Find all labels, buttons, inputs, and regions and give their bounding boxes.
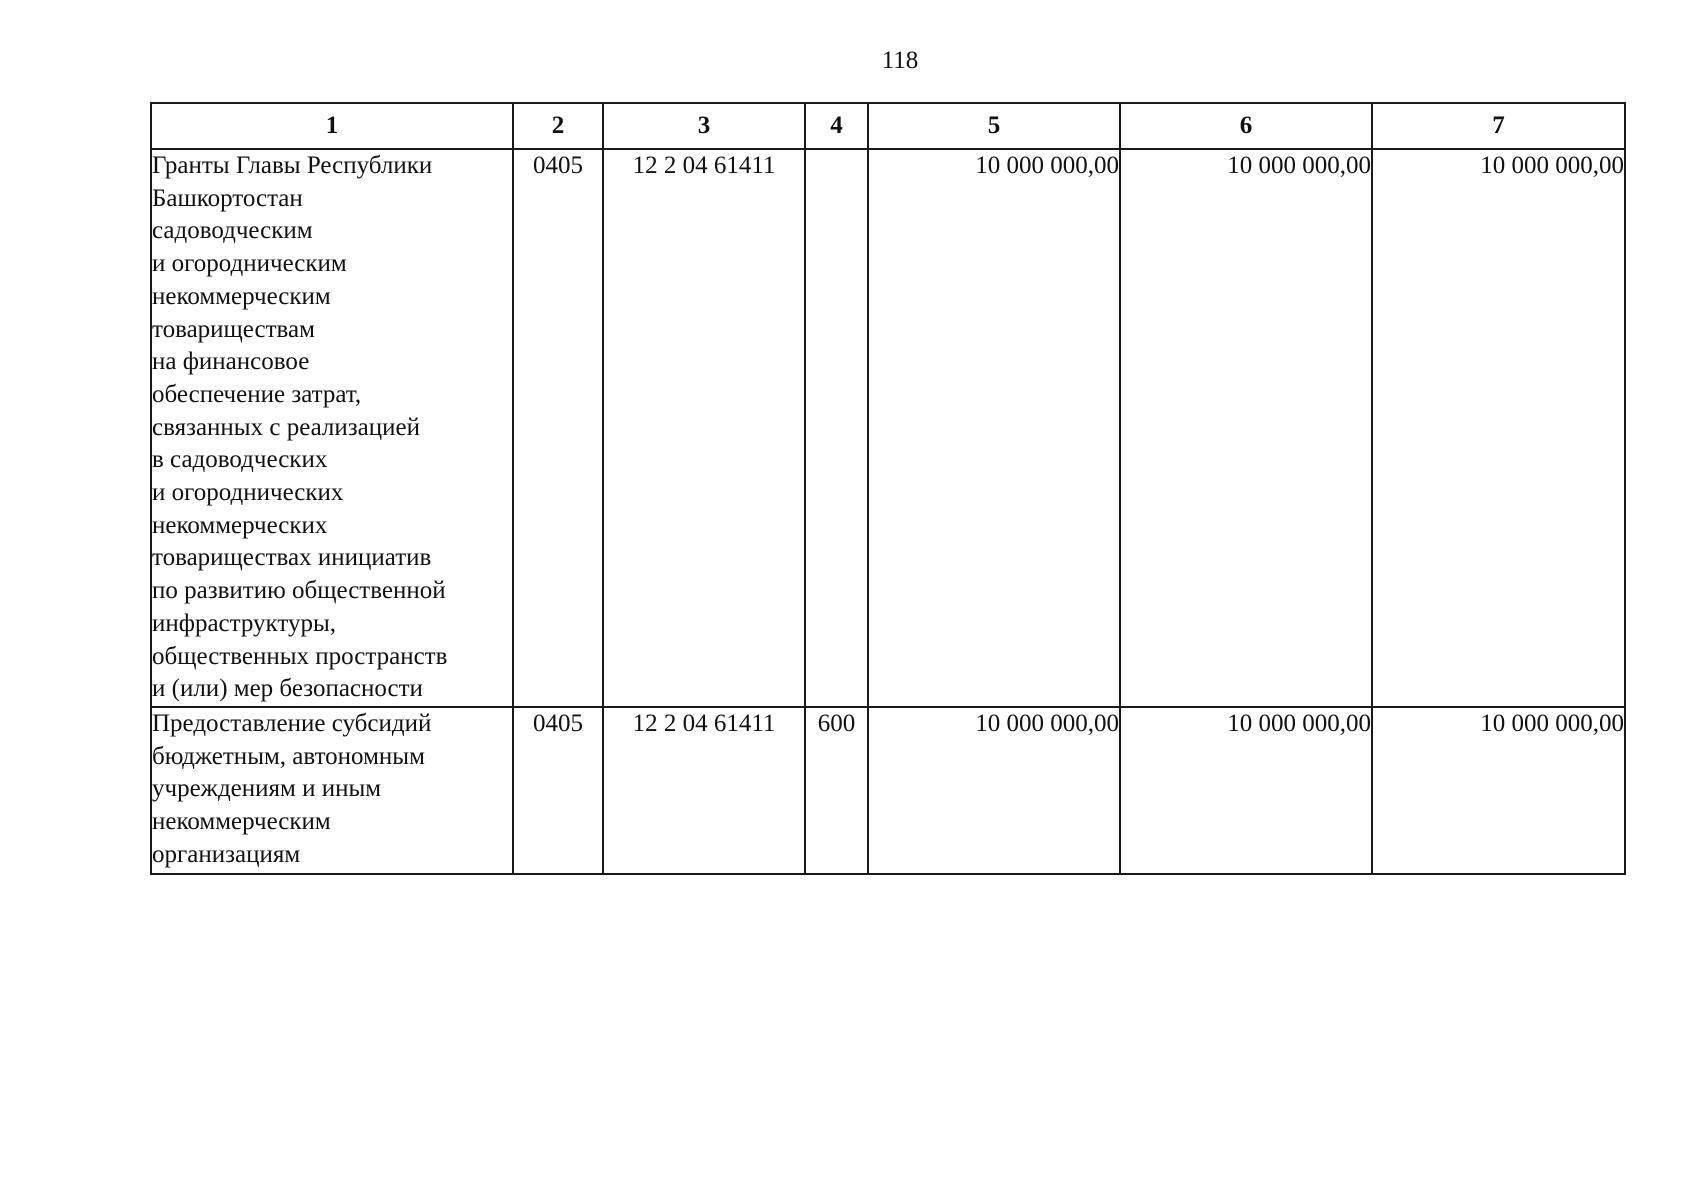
row-name-cell <box>151 707 513 874</box>
target-article-cell: 12 2 04 61411 <box>603 149 805 707</box>
name-line: по развитию общественной <box>152 577 446 605</box>
expense-type-cell <box>805 149 868 707</box>
name-line: Гранты Главы Республики <box>152 152 433 179</box>
name-line: некоммерческих <box>152 511 328 539</box>
amount-cell-6: 10 000 000,00 <box>1120 707 1372 874</box>
name-line: учреждениям и иным <box>152 775 382 803</box>
amount-cell-5: 10 000 000,00 <box>868 149 1120 707</box>
name-line: общественных пространств <box>152 642 448 670</box>
name-line: некоммерческим <box>152 282 331 310</box>
column-header-5: 5 <box>868 103 1120 149</box>
column-header-1: 1 <box>151 103 513 149</box>
expense-type-cell: 600 <box>805 707 868 874</box>
name-line: товариществах инициатив <box>152 544 432 572</box>
row-name-cell <box>151 149 513 707</box>
column-header-4: 4 <box>805 103 868 149</box>
column-header-6: 6 <box>1120 103 1372 149</box>
name-line: товариществам <box>152 315 315 343</box>
name-line: бюджетным, автономным <box>152 742 425 770</box>
page-number: 118 <box>881 47 919 74</box>
table-row <box>151 707 1625 874</box>
name-line: некоммерческим <box>152 808 331 836</box>
name-line: организациям <box>152 840 301 868</box>
column-header-3: 3 <box>603 103 805 149</box>
name-line: связанных с реализацией <box>152 413 420 441</box>
amount-cell-7: 10 000 000,00 <box>1372 149 1625 707</box>
name-line: на финансовое <box>152 348 310 376</box>
amount-cell-6: 10 000 000,00 <box>1120 149 1372 707</box>
name-line: инфраструктуры, <box>152 609 337 637</box>
header-row <box>151 103 1625 149</box>
column-header-7: 7 <box>1372 103 1625 149</box>
section-code-cell: 0405 <box>513 707 603 874</box>
name-line: и огородническим <box>152 250 347 278</box>
target-article-cell: 12 2 04 61411 <box>603 707 805 874</box>
amount-cell-7: 10 000 000,00 <box>1372 707 1625 874</box>
name-line: и огороднических <box>152 479 344 507</box>
name-line: в садоводческих <box>152 446 328 474</box>
section-code-cell: 0405 <box>513 149 603 707</box>
name-line: обеспечение затрат, <box>152 380 362 408</box>
name-line: Предоставление субсидий <box>152 710 432 737</box>
amount-cell-5: 10 000 000,00 <box>868 707 1120 874</box>
column-header-2: 2 <box>513 103 603 149</box>
name-line: садоводческим <box>152 217 313 245</box>
name-line: и (или) мер безопасности <box>152 675 423 703</box>
name-line: Башкортостан <box>152 184 303 212</box>
table-row <box>151 149 1625 707</box>
budget-table <box>150 102 1626 875</box>
